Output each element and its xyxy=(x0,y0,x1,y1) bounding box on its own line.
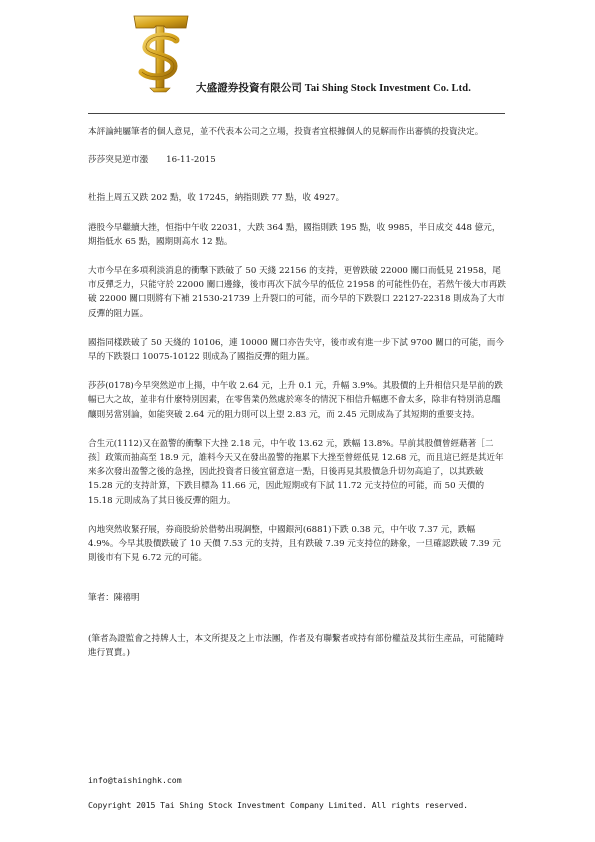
paragraph-sasa: 莎莎(0178)今早突然逆市上揚，中午收 2.64 元，上升 0.1 元，升幅 3.9%。其股價的上升相信只是早前的跌幅已大之故，並非有什麼特別因素，在零售業仍然處於寒冬的情況下相信升幅應不會太多，除非有特別消息醞釀則另當別論，如能突破 2.64 元的阻力則可以上望 2.83 元，而 2.45 元則成為了其短期的重要支持。 xyxy=(88,381,503,420)
paragraph-biostime: 合生元(1112)又在盈警的衝擊下大挫 2.18 元，中午收 13.62 元，跌幅 13.8%。早前其股價曾經藉著［二孩］政策而抽高至 18.9 元，誰料今天又在發出盈警的拖累下大挫至曾經低見 12.68 元，而且這已經是其近年來多次發出盈警之後的急挫，因此投資者日後宜留意這一點，日後再見其股價急升切勿高追了，以其跌破 15.28 元的支持計算，下跌目標為 11.66 元，因此短期或有下試 11.72 元支持位的可能，而 50 天價的 15.18 元則成為了其日後反彈的阻力。 xyxy=(88,438,504,506)
disclaimer: 本評論純屬筆者的個人意見，並不代表本公司之立場，投資者宜根據個人的見解而作出審慎的投資決定。 xyxy=(88,127,484,137)
paragraph-hsi-analysis: 大市今早在多項利淡消息的衝擊下跌破了 50 天綫 22156 的支持，更曾跌破 22000 關口而低見 21958，尾市反彈乏力，只能守於 22000 關口邊緣，後市再次下試今早的低位 21958 的可能性仍在，若然午後大市再跌破 22000 關口則將有下補 21530-21739 上升裂口的可能，而今早的下跌裂口 22127-22318 則成為了大市反彈的阻力區。 xyxy=(88,266,506,319)
company-logo xyxy=(130,12,190,94)
holding-note: (筆者為證監會之持牌人士，本文所提及之上市法團，作者及有聯繫者或持有部份權益及其衍生產品，可能隨時進行買賣。) xyxy=(88,633,504,658)
article-date: 16-11-2015 xyxy=(166,155,216,166)
copyright-notice: Copyright 2015 Tai Shing Stock Investment Company Limited. All rights reserved. xyxy=(88,800,468,810)
paragraph-hscei-analysis: 國指同樣跌破了 50 天綫的 10106，連 10000 關口亦告失守，後市或有進一步下試 9700 關口的可能，而今早的下跌裂口 10075-10122 則成為了國指反彈的阻力區。 xyxy=(88,337,504,363)
author-line: 筆者：陳禧明 xyxy=(88,593,140,604)
article-title: 莎莎突見逆市漲 xyxy=(88,155,149,166)
paragraph-galaxy: 內地突然收緊孖展，券商股紛於借勢出現調整，中國銀河(6881)下跌 0.38 元，中午收 7.37 元，跌幅 4.9%。今早其股價跌破了 10 天價 7.53 元的支持，且有跌破 7.39 元支持位的跡象，一旦確認跌破 7.39 元則後市有下見 6.72 元的可能。 xyxy=(88,524,501,564)
header-divider xyxy=(88,113,505,114)
paragraph-us-market: 杜指上周五又跌 202 點，收 17245，納指則跌 77 點，收 4927。 xyxy=(88,193,345,204)
article-body xyxy=(88,125,506,660)
paragraph-hk-market: 港股今早繼續大挫，恒指中午收 22031，大跌 364 點，國指則跌 195 點，收 9985，半日成交 448 億元，期指低水 65 點，國期則高水 12 點。 xyxy=(88,222,501,247)
contact-email[interactable]: info@taishinghk.com xyxy=(88,775,182,785)
company-name: 大盛證券投資有限公司 Tai Shing Stock Investment Co. Ltd. xyxy=(196,83,471,94)
article-headline xyxy=(88,153,506,167)
